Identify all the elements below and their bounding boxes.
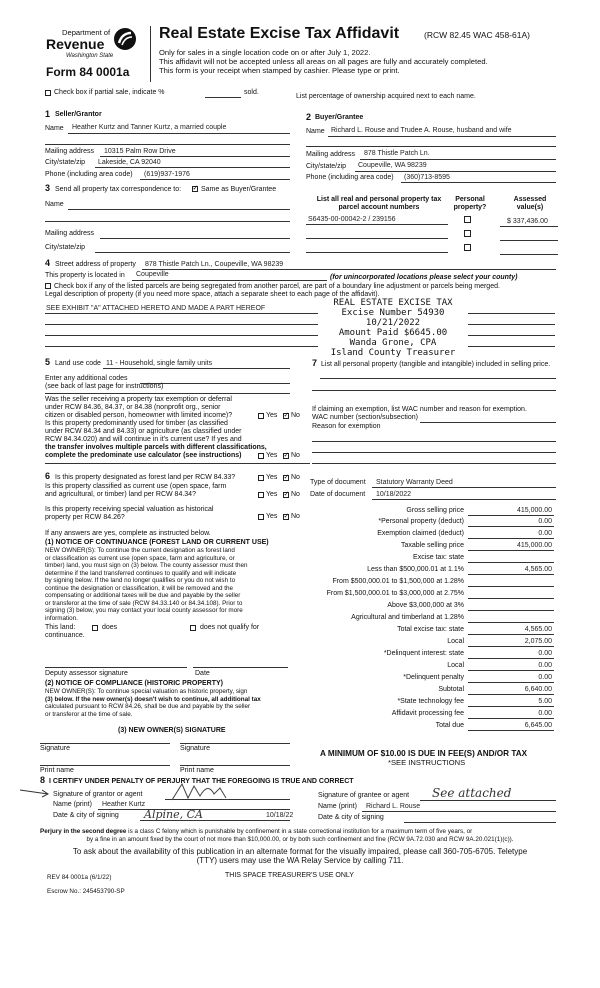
subtitle-1: Only for sales in a single location code on or after July 1, 2022. [159,48,371,57]
notice1-line-2: or classification as current use (open space, farm and agriculture, or [45,554,235,562]
calc-label-17: *State technology fee [397,698,464,705]
historic-no-label: No [291,513,300,520]
new-owner-print-field-2[interactable] [180,765,290,766]
parcel-col-header-1: List all real and personal property tax [316,196,442,203]
arrow-icon [18,786,50,800]
wac-field[interactable] [420,422,556,423]
exemption-no-label: No [291,412,300,419]
notice2-line-4: or transferor at the time of sale. [45,710,133,718]
deputy-signature-field[interactable] [45,667,187,668]
notice2-line-1: NEW OWNER(S): To continue special valuation as historic property, sign [45,688,248,695]
forest-no-label: No [291,474,300,481]
calc-value-2[interactable]: 0.00 [538,518,552,525]
calc-value-17[interactable]: 5.00 [538,698,552,705]
seller-city-field[interactable]: Lakeside, CA 92040 [98,159,161,166]
calc-value-14[interactable]: 0.00 [538,662,552,669]
document-type-field[interactable]: Statutory Warranty Deed [376,479,453,486]
calc-value-4[interactable]: 415,000.00 [516,542,552,549]
notice1-line-10: information. [45,614,78,622]
forest-land-question: Is this property designated as forest land per RCW 84.33? [55,474,236,481]
escrow-number: Escrow No.: 245453790-SP [47,888,125,895]
calc-value-3[interactable]: 0.00 [538,530,552,537]
section-7-number: 7 [312,358,318,368]
personal-property-label: List all personal property (tangible and intangible) included in selling price. [321,361,551,368]
does-not-qualify-label: does not qualify for [200,624,260,631]
segregated-parcel-label: Check box if any of the listed parcels are being segregated from another parcel, are part of a boundary line adjustment or parcels being merged. [54,283,500,290]
grantee-signature: See attached [432,786,512,800]
grantee-signature-label: Signature of grantee or agent [318,792,410,799]
rcw-reference: (RCW 82.45 WAC 458-61A) [424,30,530,40]
minimum-due-notice: A MINIMUM OF $10.00 IS DUE IN FEE(S) AND/OR TAX [320,749,528,758]
correspondence-mailing-label: Mailing address [45,230,95,237]
notice1-line-7: compensating or additional taxes will be due and payable by the seller [45,592,241,599]
grantor-signature-label: Signature of grantor or agent [53,791,143,798]
signature-label-2: Signature [180,745,210,752]
stamp-line-1: REAL ESTATE EXCISE TAX [318,298,468,309]
same-as-buyer-checkbox[interactable] [192,186,198,192]
calc-value-16[interactable]: 6,640.00 [524,686,552,693]
historic-question-line-2: property per RCW 84.26? [45,514,125,521]
stamp-line-2: Excise Number 54930 [318,308,468,319]
historic-yes-label: Yes [266,513,278,520]
document-date-label: Date of document [310,491,366,498]
calc-label-4: Taxable selling price [400,542,464,549]
section-1-number: 1 [45,109,51,119]
grantor-date-field[interactable]: 10/18/22 [266,812,294,819]
grantee-signature-field[interactable] [420,800,556,801]
section-2-number: 2 [306,112,312,122]
grantor-name-field[interactable]: Heather Kurtz [102,801,146,808]
land-use-label: Land use code [55,360,101,367]
seller-name-field[interactable]: Heather Kurtz and Tanner Kurtz, a married couple [72,124,227,131]
located-in-label: This property is located in [45,272,125,279]
section-5-number: 5 [45,357,51,367]
exemption-yes-checkbox[interactable] [258,413,264,419]
grantor-signature [168,780,248,804]
see-instructions-note: *SEE INSTRUCTIONS [388,758,466,767]
assessed-value-field-3[interactable] [500,254,558,255]
stamp-line-4: Amount Paid $6645.00 [318,328,468,339]
notice1-line-6: continue the designation or classification, it will be removed and the [45,584,233,592]
buyer-name-field[interactable]: Richard L. Rouse and Trudee A. Rouse, husband and wife [331,127,512,134]
stamp-line-3: 10/21/2022 [318,318,468,329]
forest-no-checkbox[interactable] [283,475,289,481]
forest-yes-checkbox[interactable] [258,475,264,481]
signature-label-1: Signature [40,745,70,752]
assessed-col-header-1: Assessed [513,196,547,203]
exemption-question-line-1: Was the seller receiving a property tax exemption or deferral [45,396,232,403]
historic-yes-checkbox[interactable] [258,514,264,520]
section-4-number: 4 [45,258,51,268]
calc-label-10: Agricultural and timberland at 1.28% [351,614,464,621]
assessed-value-field[interactable]: $ 337,436.00 [507,218,548,225]
print-name-label-2: Print name [180,767,214,774]
exemption-question-line-2: under RCW 84.36, 84.37, or 84.38 (nonprofit org., senior [45,404,221,411]
notice-compliance-title: (2) NOTICE OF COMPLIANCE (HISTORIC PROPERTY) [45,680,223,687]
notice2-line-2: (3) below. If the new owner(s) doesn't wish to continue, all additional tax [45,695,261,703]
revision-number: REV 84 0001a (6/1/22) [47,874,112,881]
page-title: Real Estate Excise Tax Affidavit [159,25,400,42]
personal-property-checkbox-2[interactable] [464,230,471,237]
perjury-notice-bold: Perjury in the second degree [40,828,127,835]
buyer-phone-label: Phone (including area code) [306,174,394,181]
if-yes-instructions: If any answers are yes, complete as instructed below. [45,530,211,537]
buyer-phone-field[interactable]: (360)713-8595 [404,174,450,181]
correspondence-city-field[interactable] [95,252,290,253]
parcel-number-field[interactable]: S6435-00-00042-2 / 239156 [308,216,396,223]
calc-label-9: Above $3,000,000 at 3% [387,602,464,609]
does-qualify-checkbox[interactable] [92,625,98,631]
new-owner-signature-field-1[interactable] [40,743,170,744]
new-owner-signature-field-2[interactable] [180,743,290,744]
notice1-line-1: NEW OWNER(S): To continue the current designation as forest land [45,547,235,554]
seller-phone-field[interactable]: (619)937-1976 [144,171,190,178]
calc-label-13: *Delinquent interest: state [383,650,464,657]
located-in-field[interactable]: Coupeville [136,271,169,278]
calc-value-11[interactable]: 4,565.00 [524,626,552,633]
current-use-yes-label: Yes [266,491,278,498]
assessed-value-field-2[interactable] [500,240,558,241]
partial-sale-label: Check box if partial sale, indicate % [54,89,165,96]
calc-label-3: Exemption claimed (deduct) [377,530,464,537]
grantee-name-label: Name (print) [318,803,357,810]
perjury-notice-line-1 [40,828,560,836]
calc-label-7: From $500,000.01 to $1,500,000 at 1.28% [332,578,464,585]
perjury-notice-line-2: by a fine in an amount fixed by the court of not more than $10,000.00, or by both such confinement and fine (RCW 9A.72.030 and RCW 9A.20.021(1)(c)). [86,836,514,843]
forest-yes-label: Yes [266,474,278,481]
seller-phone-label: Phone (including area code) [45,171,133,178]
calc-value-18[interactable]: 0.00 [538,710,552,717]
calc-value-15[interactable]: 0.00 [538,674,552,681]
buyer-city-field[interactable]: Coupeville, WA 98239 [358,162,427,169]
grantee-date-city-field[interactable] [404,822,556,823]
perjury-notice-rest: is a class C felony which is punishable by confinement in a state correctional institution for a maximum term of five years, or [126,828,473,835]
alternate-format-line-2: (TTY) users may use the WA Relay Service by calling 711. [196,856,404,865]
seller-heading: Seller/Grantor [55,111,102,118]
additional-codes-note: (see back of last page for instructions) [45,383,164,390]
legal-description-field[interactable]: SEE EXHIBIT "A" ATTACHED HERETO AND MADE A PART HEREOF [46,305,266,312]
exemption-no-checkbox[interactable] [283,413,289,419]
notice-continuance-title: (1) NOTICE OF CONTINUANCE (FOREST LAND OR CURRENT USE) [45,539,269,546]
notice1-line-4: determine if the land transferred continues to qualify and will indicate [45,569,237,577]
deputy-signature-label: Deputy assessor signature [45,670,128,677]
calc-value-1[interactable]: 415,000.00 [516,507,552,514]
personal-property-checkbox-3[interactable] [464,244,471,251]
current-use-no-checkbox[interactable] [283,492,289,498]
additional-codes-label: Enter any additional codes [45,375,128,382]
calc-label-12: Local [447,638,464,645]
section-6-number: 6 [45,471,51,481]
exemption-yes-label: Yes [266,412,278,419]
ownership-note: List percentage of ownership acquired next to each name. [296,93,476,100]
new-owner-signature-title: (3) NEW OWNER(S) SIGNATURE [118,727,226,734]
correspondence-name-field[interactable] [68,209,290,210]
this-land-label: This land: [45,624,76,631]
timber-question-line-3: RCW 84.34.020) and will continue in it's current use? If yes and [45,436,242,443]
grantee-date-city-label: Date & city of signing [318,814,384,821]
unincorporated-note: (for unincorporated locations please select your county) [330,274,518,281]
subtitle-2: This affidavit will not be accepted unless all areas on all pages are fully and accurately completed. [159,57,488,66]
calc-value-13[interactable]: 0.00 [538,650,552,657]
calc-value-12[interactable]: 2,075.00 [524,638,552,645]
grantee-name-field[interactable]: Richard L. Rouse [366,803,421,810]
perjury-certification: I CERTIFY UNDER PENALTY OF PERJURY THAT THE FOREGOING IS TRUE AND CORRECT [49,778,354,785]
timber-yes-checkbox[interactable] [258,453,264,459]
stamp-line-5: Wanda Grone, CPA [318,338,468,349]
calc-label-1: Gross selling price [406,507,464,514]
subtitle-3: This form is your receipt when stamped by cashier. Please type or print. [159,66,400,75]
correspondence-city-label: City/state/zip [45,244,86,251]
partial-percent-field[interactable] [205,97,241,98]
buyer-name-label: Name [306,128,325,135]
personal-property-checkbox-1[interactable] [464,216,471,223]
claim-exemption-label: If claiming an exemption, list WAC number and reason for exemption. [312,406,527,413]
partial-sold-label: sold. [244,89,259,96]
calc-label-11: Total excise tax: state [397,626,464,633]
timber-question-line-2: under RCW 84.34 and 84.33) or agriculture (as classified under [45,428,242,435]
buyer-mailing-field[interactable]: 878 Thistle Patch Ln. [364,150,430,157]
notice1-line-8: or transferor at the time of sale (RCW 84.33.140 or 84.34.108). Prior to [45,599,243,607]
buyer-city-label: City/state/zip [306,163,347,170]
calc-value-6[interactable]: 4,565.00 [524,566,552,573]
treasurer-use-note: THIS SPACE TREASURER'S USE ONLY [225,872,354,879]
dept-line1: Department of [62,28,111,37]
seller-mailing-label: Mailing address [45,148,95,155]
deputy-date-field[interactable] [193,667,288,668]
calc-label-19: Total due [435,722,464,729]
segregated-parcel-checkbox[interactable] [45,283,51,289]
dept-line3: Washington State [66,53,114,59]
document-type-label: Type of document [310,479,366,486]
timber-no-checkbox[interactable] [283,453,289,459]
assessed-col-header-2: value(s) [516,204,544,211]
dor-logo-icon [113,27,137,51]
personal-col-header-2: property? [453,204,487,211]
land-use-code-field[interactable]: 11 - Household, single family units [106,360,213,367]
seller-city-label: City/state/zip [45,159,86,166]
notice2-line-3: calculated pursuant to RCW 84.26, shall be due and payable by the seller [45,703,251,710]
parcel-number-field-2[interactable] [306,238,448,239]
does-qualify-label: does [102,624,118,631]
seller-mailing-field[interactable]: 10315 Palm Row Drive [104,148,176,155]
section-3-number: 3 [45,183,51,193]
current-use-question-line-1: Is this property classified as current use (open space, farm [45,483,227,490]
document-date-field[interactable]: 10/18/2022 [376,491,412,498]
current-use-no-label: No [291,491,300,498]
buyer-heading: Buyer/Grantee [315,114,364,121]
seller-name-label: Name [45,125,64,132]
calc-label-5: Excise tax: state [413,554,464,561]
calc-label-18: Affidavit processing fee [391,710,464,717]
correspondence-name-label: Name [45,201,64,208]
calc-label-2: *Personal property (deduct) [378,518,464,525]
personal-col-header-1: Personal [455,196,485,203]
timber-question-line-5: complete the predominate use calculator (see instructions) [45,452,242,459]
dept-line2: Revenue [46,36,105,52]
notice1-line-5: by signing below. If the land no longer qualifies or you do not wish to [45,577,236,584]
street-address-label: Street address of property [55,261,136,268]
reason-field[interactable] [312,441,556,442]
current-use-question-line-2: and agricultural, or timber) land per RCW 84.34? [45,491,196,498]
timber-yes-label: Yes [266,452,278,459]
parcel-number-field-3[interactable] [306,252,448,253]
alternate-format-line-1: To ask about the availability of this publication in an alternate format for the visually impaired, please call 360-705-6705. Teletype [72,847,528,856]
section-8-number: 8 [40,775,46,785]
exemption-question-line-3: citizen or disabled person, homeowner with limited income)? [45,412,233,419]
new-owner-print-field-1[interactable] [40,765,170,766]
current-use-yes-checkbox[interactable] [258,492,264,498]
historic-no-checkbox[interactable] [283,514,289,520]
street-address-field[interactable]: 878 Thistle Patch Ln., Coupeville, WA 98239 [145,261,284,268]
same-as-buyer-label: Same as Buyer/Grantee [201,186,277,193]
timber-question-line-4: the transfer involves multiple parcels with different classifications, [45,444,267,451]
form-number: Form 84 0001a [46,65,130,79]
notice1-line-9: signing (3) below, you may contact your local county assessor for more [45,607,243,614]
calc-label-8: From $1,500,000.01 to $3,000,000 at 2.75% [326,590,464,597]
grantor-city-field[interactable]: Alpine, CA [144,808,203,821]
continuance-label: continuance. [45,632,85,639]
correspondence-mailing-field[interactable] [100,238,290,239]
calc-value-19[interactable]: 6,645.00 [524,722,552,729]
stamp-line-6: Island County Treasurer [318,348,468,359]
partial-sale-checkbox[interactable] [45,90,51,96]
calc-label-6: Less than $500,000.01 at 1.1% [367,566,464,573]
calc-label-16: Subtotal [438,686,464,693]
buyer-mailing-label: Mailing address [306,151,356,158]
calc-label-14: Local [447,662,464,669]
timber-no-label: No [291,452,300,459]
timber-question-line-1: Is this property predominantly used for timber (as classified [45,420,228,427]
calc-label-15: *Delinquent penalty [403,674,464,681]
reason-label: Reason for exemption [312,423,381,430]
deputy-date-label: Date [195,670,210,677]
print-name-label-1: Print name [40,767,74,774]
wac-label: WAC number (section/subsection) [312,414,418,421]
does-not-qualify-checkbox[interactable] [190,625,196,631]
notice1-line-3: timber) land, you must sign on (3) below. The county assessor must then [45,562,248,569]
correspondence-label: Send all property tax correspondence to: [55,186,182,193]
grantor-name-label: Name (print) [53,801,92,808]
legal-description-label: Legal description of property (if you need more space, attach a separate sheet to each page of the affidavit). [45,291,380,298]
personal-property-field[interactable] [320,378,556,379]
historic-question-line-1: Is this property receiving special valuation as historical [45,506,214,513]
parcel-col-header-2: parcel account numbers [338,204,420,211]
grantor-date-city-label: Date & city of signing [53,812,119,819]
